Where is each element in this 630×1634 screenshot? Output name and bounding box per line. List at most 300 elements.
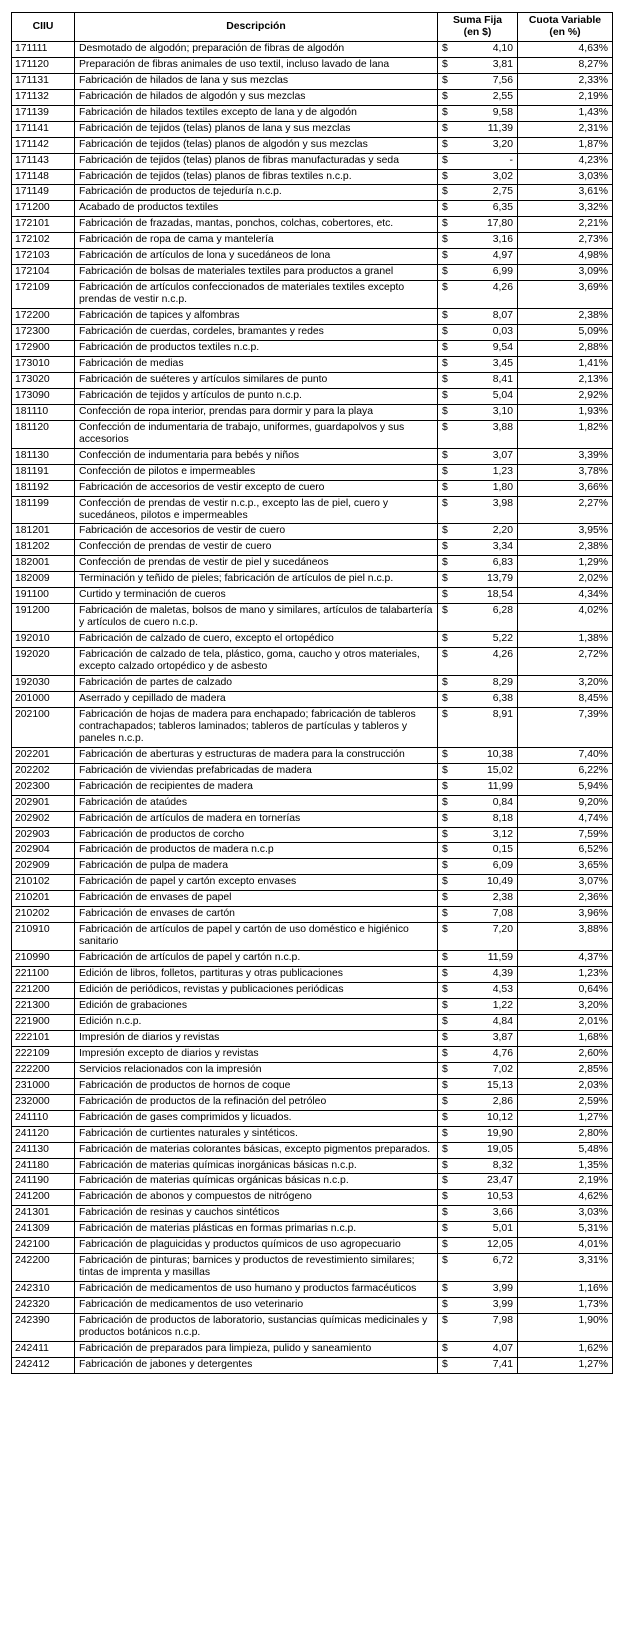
activity-description: Fabricación de viviendas prefabricadas de madera xyxy=(75,763,438,779)
suma-fija-cell xyxy=(438,356,518,372)
table-row xyxy=(12,983,613,999)
table-row xyxy=(12,859,613,875)
suma-fija-value: 3,88 xyxy=(492,421,513,433)
cuota-variable-value: 2,02% xyxy=(518,572,613,588)
suma-fija-cell xyxy=(438,604,518,632)
activity-description: Fabricación de medias xyxy=(75,356,438,372)
currency-symbol: $ xyxy=(442,1143,448,1155)
cuota-variable-value: 7,59% xyxy=(518,827,613,843)
ciiu-code: 202904 xyxy=(12,843,75,859)
table-row xyxy=(12,89,613,105)
suma-fija-value: 7,08 xyxy=(492,908,513,920)
suma-fija-value: 6,83 xyxy=(492,557,513,569)
suma-fija-value: 6,35 xyxy=(492,202,513,214)
table-row xyxy=(12,540,613,556)
ciiu-code: 242412 xyxy=(12,1357,75,1373)
suma-fija-cell xyxy=(438,217,518,233)
suma-fija-cell xyxy=(438,1126,518,1142)
currency-symbol: $ xyxy=(442,1358,448,1370)
suma-fija-value: 2,86 xyxy=(492,1095,513,1107)
suma-fija-cell xyxy=(438,89,518,105)
currency-symbol: $ xyxy=(442,405,448,417)
suma-fija-cell xyxy=(438,153,518,169)
cuota-variable-value: 2,38% xyxy=(518,540,613,556)
suma-fija-cell xyxy=(438,448,518,464)
cuota-variable-value: 1,93% xyxy=(518,404,613,420)
ciiu-code: 202201 xyxy=(12,747,75,763)
currency-symbol: $ xyxy=(442,780,448,792)
currency-symbol: $ xyxy=(442,90,448,102)
suma-fija-value: 4,07 xyxy=(492,1342,513,1354)
currency-symbol: $ xyxy=(442,876,448,888)
table-row xyxy=(12,967,613,983)
currency-symbol: $ xyxy=(442,1283,448,1295)
ciiu-code: 192030 xyxy=(12,675,75,691)
ciiu-code: 181201 xyxy=(12,524,75,540)
activity-description: Edición n.c.p. xyxy=(75,1014,438,1030)
table-row xyxy=(12,524,613,540)
cuota-variable-value: 1,27% xyxy=(518,1357,613,1373)
currency-symbol: $ xyxy=(442,633,448,645)
currency-symbol: $ xyxy=(442,373,448,385)
suma-fija-cell xyxy=(438,675,518,691)
activity-description: Fabricación de preparados para limpieza, pulido y saneamiento xyxy=(75,1341,438,1357)
suma-fija-cell xyxy=(438,464,518,480)
activity-description: Fabricación de productos de laboratorio, sustancias químicas medicinales y productos botánicos n.c.p. xyxy=(75,1314,438,1342)
ciiu-code: 172300 xyxy=(12,325,75,341)
activity-description: Impresión excepto de diarios y revistas xyxy=(75,1046,438,1062)
activity-description: Fabricación de hojas de madera para enchapado; fabricación de tableros contrachapados; tableros laminados; tableros de partículas y tableros y paneles n.c.p. xyxy=(75,707,438,747)
table-row xyxy=(12,1341,613,1357)
ciiu-code: 210202 xyxy=(12,907,75,923)
cuota-variable-value: 2,01% xyxy=(518,1014,613,1030)
currency-symbol: $ xyxy=(442,1063,448,1075)
cuota-variable-value: 3,03% xyxy=(518,1206,613,1222)
ciiu-code: 222101 xyxy=(12,1030,75,1046)
activity-description: Fabricación de resinas y cauchos sintéticos xyxy=(75,1206,438,1222)
activity-description: Fabricación de ataúdes xyxy=(75,795,438,811)
table-row xyxy=(12,388,613,404)
ciiu-code: 210910 xyxy=(12,923,75,951)
currency-symbol: $ xyxy=(442,692,448,704)
ciiu-table-page xyxy=(11,12,612,1374)
currency-symbol: $ xyxy=(442,1191,448,1203)
ciiu-code: 202202 xyxy=(12,763,75,779)
activity-description: Fabricación de productos de madera n.c.p xyxy=(75,843,438,859)
table-row xyxy=(12,923,613,951)
suma-fija-value: 5,04 xyxy=(492,389,513,401)
activity-description: Fabricación de maletas, bolsos de mano y similares, artículos de talabartería y artículos de cuero n.c.p. xyxy=(75,604,438,632)
cuota-variable-value: 3,03% xyxy=(518,169,613,185)
suma-fija-value: 3,99 xyxy=(492,1299,513,1311)
suma-fija-cell xyxy=(438,1282,518,1298)
activity-description: Fabricación de productos de tejeduría n.c.p. xyxy=(75,185,438,201)
suma-fija-cell xyxy=(438,105,518,121)
suma-fija-value: 4,26 xyxy=(492,282,513,294)
table-row xyxy=(12,1030,613,1046)
table-row xyxy=(12,691,613,707)
activity-description: Desmotado de algodón; preparación de fibras de algodón xyxy=(75,41,438,57)
activity-description: Fabricación de papel y cartón excepto envases xyxy=(75,875,438,891)
suma-fija-cell xyxy=(438,137,518,153)
table-row xyxy=(12,1190,613,1206)
currency-symbol: $ xyxy=(442,1127,448,1139)
suma-fija-cell xyxy=(438,496,518,524)
suma-fija-value: 3,34 xyxy=(492,541,513,553)
ciiu-code: 171132 xyxy=(12,89,75,105)
suma-fija-value: 8,18 xyxy=(492,812,513,824)
suma-fija-cell xyxy=(438,325,518,341)
table-row xyxy=(12,875,613,891)
table-row xyxy=(12,249,613,265)
cuota-variable-value: 3,20% xyxy=(518,999,613,1015)
suma-fija-cell xyxy=(438,967,518,983)
activity-description: Fabricación de productos de la refinación del petróleo xyxy=(75,1094,438,1110)
activity-description: Fabricación de tejidos y artículos de punto n.c.p. xyxy=(75,388,438,404)
suma-fija-cell xyxy=(438,309,518,325)
suma-fija-value: 6,72 xyxy=(492,1255,513,1267)
ciiu-rates-table xyxy=(11,12,613,1374)
ciiu-code: 202909 xyxy=(12,859,75,875)
currency-symbol: $ xyxy=(442,1223,448,1235)
suma-fija-value: 6,28 xyxy=(492,605,513,617)
cuota-variable-value: 5,48% xyxy=(518,1142,613,1158)
activity-description: Fabricación de materias colorantes básicas, excepto pigmentos preparados. xyxy=(75,1142,438,1158)
currency-symbol: $ xyxy=(442,1079,448,1091)
table-row xyxy=(12,779,613,795)
activity-description: Terminación y teñido de pieles; fabricación de artículos de piel n.c.p. xyxy=(75,572,438,588)
ciiu-code: 181110 xyxy=(12,404,75,420)
suma-fija-cell xyxy=(438,201,518,217)
ciiu-code: 210201 xyxy=(12,891,75,907)
cuota-variable-value: 6,22% xyxy=(518,763,613,779)
suma-fija-cell xyxy=(438,1314,518,1342)
ciiu-code: 171143 xyxy=(12,153,75,169)
ciiu-code: 171142 xyxy=(12,137,75,153)
suma-fija-value: 3,12 xyxy=(492,828,513,840)
suma-fija-cell xyxy=(438,1238,518,1254)
cuota-variable-value: 4,98% xyxy=(518,249,613,265)
ciiu-code: 241309 xyxy=(12,1222,75,1238)
table-body xyxy=(12,41,613,1373)
cuota-variable-value: 1,23% xyxy=(518,967,613,983)
ciiu-code: 210102 xyxy=(12,875,75,891)
ciiu-code: 181120 xyxy=(12,420,75,448)
suma-fija-value: 4,26 xyxy=(492,649,513,661)
ciiu-code: 241301 xyxy=(12,1206,75,1222)
cuota-variable-value: 4,74% xyxy=(518,811,613,827)
suma-fija-value: 15,02 xyxy=(486,764,513,776)
currency-symbol: $ xyxy=(442,1175,448,1187)
table-row xyxy=(12,1078,613,1094)
suma-fija-cell xyxy=(438,41,518,57)
cuota-variable-value: 4,63% xyxy=(518,41,613,57)
suma-fija-value: 19,05 xyxy=(486,1143,513,1155)
suma-fija-value: 6,99 xyxy=(492,266,513,278)
activity-description: Fabricación de tapices y alfombras xyxy=(75,309,438,325)
activity-description: Fabricación de ropa de cama y mantelería xyxy=(75,233,438,249)
suma-fija-cell xyxy=(438,73,518,89)
activity-description: Confección de prendas de vestir de piel y sucedáneos xyxy=(75,556,438,572)
ciiu-code: 242310 xyxy=(12,1282,75,1298)
activity-description: Fabricación de recipientes de madera xyxy=(75,779,438,795)
suma-fija-cell xyxy=(438,795,518,811)
table-row xyxy=(12,827,613,843)
cuota-variable-value: 2,21% xyxy=(518,217,613,233)
suma-fija-cell xyxy=(438,388,518,404)
currency-symbol: $ xyxy=(442,58,448,70)
ciiu-code: 171141 xyxy=(12,121,75,137)
currency-symbol: $ xyxy=(442,186,448,198)
ciiu-code: 241120 xyxy=(12,1126,75,1142)
cuota-variable-value: 1,29% xyxy=(518,556,613,572)
table-row xyxy=(12,907,613,923)
suma-fija-value: 1,22 xyxy=(492,1000,513,1011)
suma-fija-cell xyxy=(438,648,518,676)
suma-fija-cell xyxy=(438,1014,518,1030)
currency-symbol: $ xyxy=(442,1239,448,1251)
currency-symbol: $ xyxy=(442,1095,448,1107)
suma-fija-value: 10,53 xyxy=(486,1191,513,1203)
suma-fija-cell xyxy=(438,556,518,572)
currency-symbol: $ xyxy=(442,557,448,569)
currency-symbol: $ xyxy=(442,1315,448,1327)
header-suma-fija-label: Suma Fija xyxy=(452,15,503,26)
activity-description: Servicios relacionados con la impresión xyxy=(75,1062,438,1078)
header-cuota-variable-label: Cuota Variable xyxy=(528,15,602,26)
activity-description: Fabricación de productos de hornos de coque xyxy=(75,1078,438,1094)
suma-fija-cell xyxy=(438,1094,518,1110)
ciiu-code: 172104 xyxy=(12,265,75,281)
currency-symbol: $ xyxy=(442,892,448,904)
cuota-variable-value: 1,68% xyxy=(518,1030,613,1046)
table-row xyxy=(12,480,613,496)
cuota-variable-value: 1,87% xyxy=(518,137,613,153)
cuota-variable-value: 1,35% xyxy=(518,1158,613,1174)
suma-fija-value: 0,84 xyxy=(492,796,513,808)
cuota-variable-value: 3,69% xyxy=(518,281,613,309)
table-row xyxy=(12,420,613,448)
table-row xyxy=(12,795,613,811)
ciiu-code: 231000 xyxy=(12,1078,75,1094)
activity-description: Fabricación de bolsas de materiales textiles para productos a granel xyxy=(75,265,438,281)
activity-description: Fabricación de hilados de lana y sus mezclas xyxy=(75,73,438,89)
suma-fija-value: 18,54 xyxy=(486,589,513,601)
currency-symbol: $ xyxy=(442,1342,448,1354)
currency-symbol: $ xyxy=(442,154,448,166)
cuota-variable-value: 3,31% xyxy=(518,1254,613,1282)
ciiu-code: 242320 xyxy=(12,1298,75,1314)
activity-description: Impresión de diarios y revistas xyxy=(75,1030,438,1046)
ciiu-code: 172101 xyxy=(12,217,75,233)
suma-fija-value: 10,38 xyxy=(486,748,513,760)
table-row xyxy=(12,1174,613,1190)
activity-description: Fabricación de plaguicidas y productos químicos de uso agropecuario xyxy=(75,1238,438,1254)
activity-description: Fabricación de hilados de algodón y sus mezclas xyxy=(75,89,438,105)
ciiu-code: 202300 xyxy=(12,779,75,795)
suma-fija-cell xyxy=(438,827,518,843)
activity-description: Fabricación de artículos de madera en tornerías xyxy=(75,811,438,827)
ciiu-code: 241130 xyxy=(12,1142,75,1158)
suma-fija-value: 2,75 xyxy=(492,186,513,198)
activity-description: Fabricación de artículos de papel y cartón de uso doméstico e higiénico sanitario xyxy=(75,923,438,951)
cuota-variable-value: 1,43% xyxy=(518,105,613,121)
activity-description: Confección de indumentaria de trabajo, uniformes, guardapolvos y sus accesorios xyxy=(75,420,438,448)
table-row xyxy=(12,763,613,779)
ciiu-code: 192010 xyxy=(12,632,75,648)
suma-fija-value: 7,41 xyxy=(492,1358,513,1370)
table-row xyxy=(12,648,613,676)
currency-symbol: $ xyxy=(442,74,448,86)
ciiu-code: 172109 xyxy=(12,281,75,309)
cuota-variable-value: 2,19% xyxy=(518,89,613,105)
suma-fija-value: 3,45 xyxy=(492,357,513,369)
table-row xyxy=(12,41,613,57)
suma-fija-cell xyxy=(438,763,518,779)
suma-fija-value: 19,90 xyxy=(486,1127,513,1139)
currency-symbol: $ xyxy=(442,525,448,537)
suma-fija-value: 7,98 xyxy=(492,1315,513,1327)
ciiu-code: 221200 xyxy=(12,983,75,999)
activity-description: Confección de prendas de vestir n.c.p., excepto las de piel, cuero y sucedáneos, pilotos e impermeables xyxy=(75,496,438,524)
table-row xyxy=(12,747,613,763)
suma-fija-value: 0,15 xyxy=(492,844,513,856)
ciiu-code: 172103 xyxy=(12,249,75,265)
suma-fija-cell xyxy=(438,632,518,648)
ciiu-code: 171120 xyxy=(12,57,75,73)
suma-fija-cell xyxy=(438,1062,518,1078)
suma-fija-value: 4,39 xyxy=(492,968,513,980)
cuota-variable-value: 2,36% xyxy=(518,891,613,907)
currency-symbol: $ xyxy=(442,812,448,824)
table-row xyxy=(12,233,613,249)
cuota-variable-value: 4,34% xyxy=(518,588,613,604)
currency-symbol: $ xyxy=(442,465,448,477)
activity-description: Fabricación de envases de papel xyxy=(75,891,438,907)
table-row xyxy=(12,632,613,648)
cuota-variable-value: 2,31% xyxy=(518,121,613,137)
suma-fija-cell xyxy=(438,1298,518,1314)
activity-description: Fabricación de partes de calzado xyxy=(75,675,438,691)
currency-symbol: $ xyxy=(442,676,448,688)
activity-description: Fabricación de pinturas; barnices y productos de revestimiento similares; tintas de imprenta y masillas xyxy=(75,1254,438,1282)
activity-description: Fabricación de suéteres y artículos similares de punto xyxy=(75,372,438,388)
activity-description: Fabricación de artículos de papel y cartón n.c.p. xyxy=(75,951,438,967)
cuota-variable-value: 5,94% xyxy=(518,779,613,795)
cuota-variable-value: 2,27% xyxy=(518,496,613,524)
cuota-variable-value: 2,72% xyxy=(518,648,613,676)
ciiu-code: 171148 xyxy=(12,169,75,185)
suma-fija-value: 3,66 xyxy=(492,1207,513,1219)
cuota-variable-value: 1,82% xyxy=(518,420,613,448)
ciiu-code: 242200 xyxy=(12,1254,75,1282)
suma-fija-value: 8,41 xyxy=(492,373,513,385)
cuota-variable-value: 4,23% xyxy=(518,153,613,169)
suma-fija-value: 17,80 xyxy=(486,218,513,230)
activity-description: Aserrado y cepillado de madera xyxy=(75,691,438,707)
table-row xyxy=(12,153,613,169)
cuota-variable-value: 4,02% xyxy=(518,604,613,632)
currency-symbol: $ xyxy=(442,1111,448,1123)
activity-description: Fabricación de envases de cartón xyxy=(75,907,438,923)
suma-fija-cell xyxy=(438,572,518,588)
table-row xyxy=(12,1254,613,1282)
currency-symbol: $ xyxy=(442,421,448,433)
activity-description: Preparación de fibras animales de uso textil, incluso lavado de lana xyxy=(75,57,438,73)
currency-symbol: $ xyxy=(442,844,448,856)
cuota-variable-value: 2,33% xyxy=(518,73,613,89)
suma-fija-cell xyxy=(438,185,518,201)
suma-fija-cell xyxy=(438,249,518,265)
suma-fija-value: 23,47 xyxy=(486,1175,513,1187)
ciiu-code: 191200 xyxy=(12,604,75,632)
suma-fija-value: 4,53 xyxy=(492,984,513,996)
ciiu-code: 171139 xyxy=(12,105,75,121)
cuota-variable-value: 1,90% xyxy=(518,1314,613,1342)
table-row xyxy=(12,604,613,632)
currency-symbol: $ xyxy=(442,250,448,262)
activity-description: Confección de ropa interior, prendas para dormir y para la playa xyxy=(75,404,438,420)
cuota-variable-value: 1,41% xyxy=(518,356,613,372)
table-row xyxy=(12,448,613,464)
currency-symbol: $ xyxy=(442,202,448,214)
cuota-variable-value: 5,09% xyxy=(518,325,613,341)
activity-description: Confección de indumentaria para bebés y niños xyxy=(75,448,438,464)
suma-fija-value: 4,84 xyxy=(492,1015,513,1027)
currency-symbol: $ xyxy=(442,234,448,246)
table-row xyxy=(12,325,613,341)
header-descripcion: Descripción xyxy=(75,13,438,42)
suma-fija-cell xyxy=(438,372,518,388)
activity-description: Fabricación de aberturas y estructuras de madera para la construcción xyxy=(75,747,438,763)
activity-description: Edición de periódicos, revistas y publicaciones periódicas xyxy=(75,983,438,999)
activity-description: Edición de grabaciones xyxy=(75,999,438,1015)
table-row xyxy=(12,707,613,747)
suma-fija-cell xyxy=(438,747,518,763)
cuota-variable-value: 8,27% xyxy=(518,57,613,73)
suma-fija-value: 4,10 xyxy=(492,42,513,54)
suma-fija-cell xyxy=(438,923,518,951)
suma-fija-cell xyxy=(438,691,518,707)
currency-symbol: $ xyxy=(442,589,448,601)
activity-description: Fabricación de gases comprimidos y licuados. xyxy=(75,1110,438,1126)
cuota-variable-value: 3,39% xyxy=(518,448,613,464)
suma-fija-cell xyxy=(438,341,518,357)
ciiu-code: 202903 xyxy=(12,827,75,843)
cuota-variable-value: 2,13% xyxy=(518,372,613,388)
suma-fija-cell xyxy=(438,891,518,907)
table-row xyxy=(12,356,613,372)
table-row xyxy=(12,1206,613,1222)
currency-symbol: $ xyxy=(442,1031,448,1043)
currency-symbol: $ xyxy=(442,389,448,401)
ciiu-code: 173020 xyxy=(12,372,75,388)
currency-symbol: $ xyxy=(442,282,448,294)
suma-fija-value: 3,02 xyxy=(492,170,513,182)
activity-description: Fabricación de pulpa de madera xyxy=(75,859,438,875)
suma-fija-value: 3,87 xyxy=(492,1031,513,1043)
cuota-variable-value: 3,96% xyxy=(518,907,613,923)
ciiu-code: 181191 xyxy=(12,464,75,480)
currency-symbol: $ xyxy=(442,326,448,338)
table-row xyxy=(12,169,613,185)
suma-fija-value: 10,12 xyxy=(486,1111,513,1123)
table-row xyxy=(12,999,613,1015)
suma-fija-cell xyxy=(438,404,518,420)
suma-fija-value: 1,80 xyxy=(492,481,513,493)
table-row xyxy=(12,1222,613,1238)
ciiu-code: 173010 xyxy=(12,356,75,372)
